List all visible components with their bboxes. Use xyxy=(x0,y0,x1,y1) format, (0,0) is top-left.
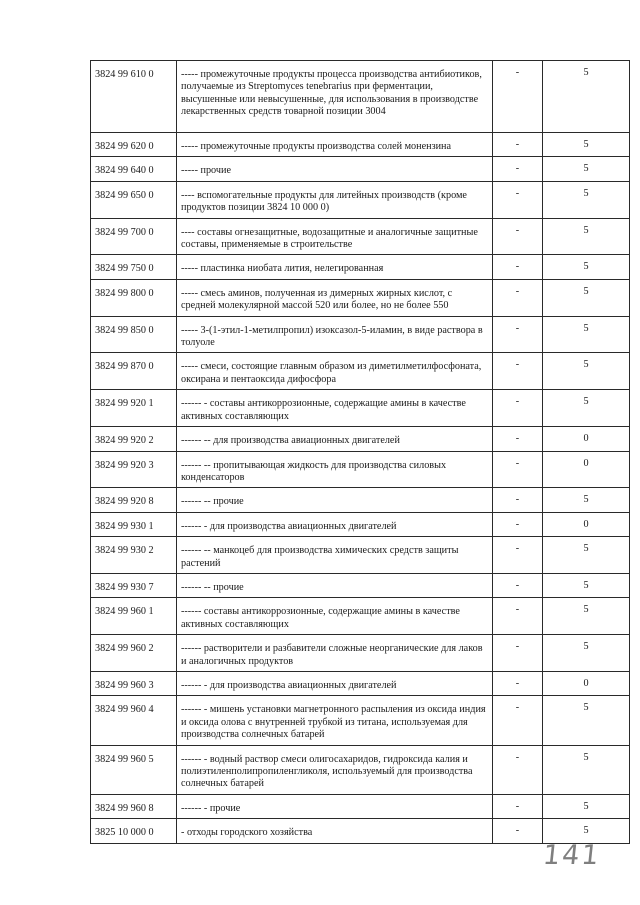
tariff-code-cell: 3824 99 960 2 xyxy=(91,635,177,672)
table-row xyxy=(91,598,630,635)
unit-cell: - xyxy=(493,390,543,427)
table-row xyxy=(91,353,630,390)
description-cell: ------ -- для производства авиационных двигателей xyxy=(177,427,493,451)
table-row xyxy=(91,537,630,574)
description-cell: ------ - составы антикоррозионные, содержащие амины в качестве активных составляющих xyxy=(177,390,493,427)
table-row xyxy=(91,279,630,316)
tariff-code-cell: 3825 10 000 0 xyxy=(91,819,177,843)
unit-cell: - xyxy=(493,488,543,512)
duty-rate-cell: 5 xyxy=(543,745,630,794)
tariff-code-cell: 3824 99 920 3 xyxy=(91,451,177,488)
tariff-code-cell: 3824 99 870 0 xyxy=(91,353,177,390)
page-number: 141 xyxy=(541,840,603,871)
tariff-code-cell: 3824 99 640 0 xyxy=(91,157,177,181)
duty-rate-cell: 0 xyxy=(543,427,630,451)
tariff-code-cell: 3824 99 800 0 xyxy=(91,279,177,316)
table-row xyxy=(91,181,630,218)
description-cell: ----- 3-(1-этил-1-метилпропил) изоксазол-5-иламин, в виде раствора в толуоле xyxy=(177,316,493,353)
tariff-code-cell: 3824 99 920 2 xyxy=(91,427,177,451)
tariff-code-cell: 3824 99 960 3 xyxy=(91,671,177,695)
description-cell: ----- смеси, состоящие главным образом из диметилметилфосфоната, оксирана и пентаоксида дифосфора xyxy=(177,353,493,390)
unit-cell: - xyxy=(493,598,543,635)
description-cell: ------ -- прочие xyxy=(177,573,493,597)
unit-cell: - xyxy=(493,573,543,597)
unit-cell: - xyxy=(493,218,543,255)
tariff-code-cell: 3824 99 930 7 xyxy=(91,573,177,597)
tariff-table xyxy=(90,60,630,844)
table-row xyxy=(91,573,630,597)
tariff-code-cell: 3824 99 920 8 xyxy=(91,488,177,512)
description-cell: ------ - для производства авиационных двигателей xyxy=(177,512,493,536)
duty-rate-cell: 5 xyxy=(543,390,630,427)
tariff-code-cell: 3824 99 920 1 xyxy=(91,390,177,427)
unit-cell: - xyxy=(493,512,543,536)
table-row xyxy=(91,427,630,451)
table-row xyxy=(91,635,630,672)
duty-rate-cell: 5 xyxy=(543,157,630,181)
unit-cell: - xyxy=(493,157,543,181)
unit-cell: - xyxy=(493,537,543,574)
tariff-code-cell: 3824 99 610 0 xyxy=(91,61,177,133)
duty-rate-cell: 5 xyxy=(543,635,630,672)
table-row xyxy=(91,671,630,695)
table-row xyxy=(91,61,630,133)
duty-rate-cell: 0 xyxy=(543,512,630,536)
tariff-code-cell: 3824 99 650 0 xyxy=(91,181,177,218)
table-row xyxy=(91,157,630,181)
table-row xyxy=(91,390,630,427)
duty-rate-cell: 5 xyxy=(543,353,630,390)
table-row xyxy=(91,133,630,157)
description-cell: ------ -- манкоцеб для производства химических средств защиты растений xyxy=(177,537,493,574)
table-row xyxy=(91,488,630,512)
tariff-code-cell: 3824 99 930 1 xyxy=(91,512,177,536)
duty-rate-cell: 5 xyxy=(543,255,630,279)
unit-cell: - xyxy=(493,279,543,316)
duty-rate-cell: 5 xyxy=(543,696,630,745)
unit-cell: - xyxy=(493,255,543,279)
table-row xyxy=(91,794,630,818)
duty-rate-cell: 5 xyxy=(543,537,630,574)
duty-rate-cell: 5 xyxy=(543,488,630,512)
table-row xyxy=(91,512,630,536)
duty-rate-cell: 5 xyxy=(543,794,630,818)
description-cell: ------ -- прочие xyxy=(177,488,493,512)
unit-cell: - xyxy=(493,794,543,818)
description-cell: ------ - прочие xyxy=(177,794,493,818)
tariff-code-cell: 3824 99 930 2 xyxy=(91,537,177,574)
description-cell: ------ составы антикоррозионные, содержащие амины в качестве активных составляющих xyxy=(177,598,493,635)
tariff-code-cell: 3824 99 960 1 xyxy=(91,598,177,635)
description-cell: ------ -- пропитывающая жидкость для производства силовых конденсаторов xyxy=(177,451,493,488)
duty-rate-cell: 5 xyxy=(543,598,630,635)
unit-cell: - xyxy=(493,696,543,745)
table-row xyxy=(91,218,630,255)
unit-cell: - xyxy=(493,316,543,353)
description-cell: ------ - для производства авиационных двигателей xyxy=(177,671,493,695)
unit-cell: - xyxy=(493,181,543,218)
duty-rate-cell: 0 xyxy=(543,451,630,488)
duty-rate-cell: 5 xyxy=(543,279,630,316)
description-cell: ------ растворители и разбавители сложные неорганические для лаков и аналогичных продуктов xyxy=(177,635,493,672)
duty-rate-cell: 5 xyxy=(543,61,630,133)
description-cell: - отходы городского хозяйства xyxy=(177,819,493,843)
unit-cell: - xyxy=(493,353,543,390)
duty-rate-cell: 5 xyxy=(543,316,630,353)
duty-rate-cell: 5 xyxy=(543,218,630,255)
duty-rate-cell: 0 xyxy=(543,671,630,695)
unit-cell: - xyxy=(493,819,543,843)
table-row xyxy=(91,316,630,353)
unit-cell: - xyxy=(493,635,543,672)
description-cell: ---- вспомогательные продукты для литейных производств (кроме продуктов позиции 3824 10 000 0) xyxy=(177,181,493,218)
duty-rate-cell: 5 xyxy=(543,573,630,597)
tariff-code-cell: 3824 99 960 8 xyxy=(91,794,177,818)
description-cell: ----- пластинка ниобата лития, нелегированная xyxy=(177,255,493,279)
description-cell: ------ - мишень установки магнетронного распыления из оксида индия и оксида олова с внутренней трубкой из титана, используемая для производства солнечных батарей xyxy=(177,696,493,745)
table-row xyxy=(91,255,630,279)
duty-rate-cell: 5 xyxy=(543,819,630,843)
description-cell: ----- смесь аминов, полученная из димерных жирных кислот, с средней молекулярной массой 520 или более, но не более 550 xyxy=(177,279,493,316)
tariff-code-cell: 3824 99 960 4 xyxy=(91,696,177,745)
table-row xyxy=(91,696,630,745)
tariff-table-body xyxy=(91,61,630,844)
duty-rate-cell: 5 xyxy=(543,181,630,218)
tariff-code-cell: 3824 99 850 0 xyxy=(91,316,177,353)
tariff-code-cell: 3824 99 700 0 xyxy=(91,218,177,255)
description-cell: ---- составы огнезащитные, водозащитные и аналогичные защитные составы, применяемые в строительстве xyxy=(177,218,493,255)
description-cell: ------ - водный раствор смеси олигосахаридов, гидроксида калия и полиэтиленполипропиленгликоля, используемый для производства солнечных батарей xyxy=(177,745,493,794)
tariff-code-cell: 3824 99 750 0 xyxy=(91,255,177,279)
duty-rate-cell: 5 xyxy=(543,133,630,157)
tariff-code-cell: 3824 99 960 5 xyxy=(91,745,177,794)
unit-cell: - xyxy=(493,427,543,451)
table-row xyxy=(91,745,630,794)
unit-cell: - xyxy=(493,61,543,133)
unit-cell: - xyxy=(493,451,543,488)
table-row xyxy=(91,451,630,488)
description-cell: ----- промежуточные продукты процесса производства антибиотиков, получаемые из Streptomyces tenebrarius при ферментации, высушенные или невысушенные, для использования в производстве лекарственных средств товарной позиции 3004 xyxy=(177,61,493,133)
unit-cell: - xyxy=(493,671,543,695)
unit-cell: - xyxy=(493,745,543,794)
description-cell: ----- промежуточные продукты производства солей монензина xyxy=(177,133,493,157)
unit-cell: - xyxy=(493,133,543,157)
description-cell: ----- прочие xyxy=(177,157,493,181)
tariff-code-cell: 3824 99 620 0 xyxy=(91,133,177,157)
